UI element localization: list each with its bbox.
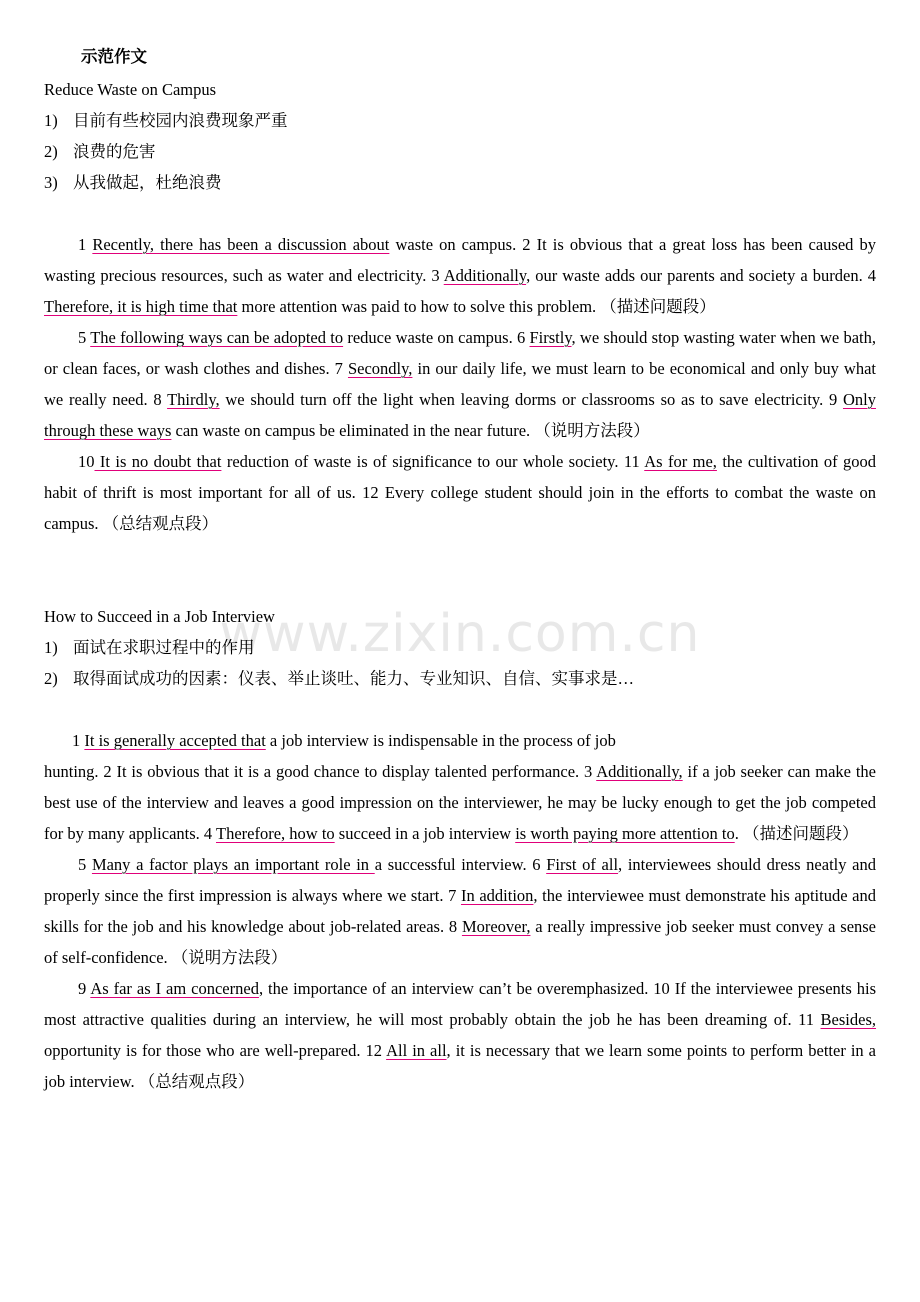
key-phrase: It is no doubt that	[94, 452, 222, 471]
key-phrase: All in all	[386, 1041, 447, 1060]
spacer	[44, 539, 876, 601]
text-run: a successful interview. 6	[374, 855, 547, 874]
text-run: . （描述问题段）	[734, 824, 859, 843]
essay-first-line	[44, 725, 876, 756]
text-run: in our daily life, we must learn to be economical and only buy what we really need. 8	[44, 359, 876, 409]
text-run: we should turn off the light when leaving dorms or classrooms so as to save electricity. 9	[219, 390, 843, 409]
text-run: , it is necessary that we learn some points to perform better in a job interview. （总结观点段）	[44, 1041, 876, 1091]
text-run: more attention was paid to how to solve this problem. （描述问题段）	[237, 297, 716, 316]
essay-paragraph	[44, 756, 876, 849]
text-run: 1	[78, 235, 93, 254]
watermark-text: www.zixin.com.cn	[219, 604, 701, 664]
text-run: the cultivation of good habit of thrift is most important for all of us. 12 Every college student should join in the efforts to combat the waste on campus. （总结观点段）	[44, 452, 876, 533]
essay-title: Reduce Waste on Campus	[44, 80, 217, 99]
essay-reduce-waste	[44, 74, 876, 539]
key-phrase: Many a factor plays an important role in	[91, 855, 375, 874]
text-run: , our waste adds our parents and society a burden. 4	[526, 266, 876, 285]
text-run: , the importance of an interview can’t be overemphasized. 10 If the interviewee presents his most attractive qualities during an interview, he will most probably obtain the job he has been dreaming of. 11	[44, 979, 877, 1029]
text-run: reduction of waste is of significance to our whole society. 11	[221, 452, 645, 471]
key-phrase: First of all	[546, 855, 619, 874]
text-run: , we should stop wasting water when we bath, or clean faces, or wash clothes and dishes. 7	[44, 328, 876, 378]
key-phrase: Additionally	[443, 266, 527, 285]
text-run: reduce waste on campus. 6	[343, 328, 530, 347]
text-run: a job interview is indispensable in the process of job	[265, 731, 616, 750]
essay-title: How to Succeed in a Job Interview	[44, 607, 275, 626]
key-phrase: Only through these ways	[44, 390, 876, 440]
text-run: can waste on campus be eliminated in the near future. （说明方法段）	[171, 421, 650, 440]
text-run: hunting. 2 It is obvious that it is a good chance to display talented performance. 3	[44, 762, 597, 781]
text-run: opportunity is for those who are well-prepared. 12	[44, 1041, 387, 1060]
essay-paragraph	[44, 446, 876, 539]
key-phrase: Therefore, how to	[216, 824, 335, 843]
document-page	[44, 40, 876, 1097]
text-run: 1	[72, 731, 85, 750]
text-run: waste on campus. 2 It is obvious that a great loss has been caused by wasting precious resources, such as water and electricity. 3	[44, 235, 877, 285]
text-run: a really impressive job seeker must convey a sense of self-confidence. （说明方法段）	[44, 917, 877, 967]
text-run: 5	[78, 328, 91, 347]
text-run: 5	[78, 855, 92, 874]
key-phrase: Moreover,	[461, 917, 531, 936]
key-phrase: is worth paying more attention to	[515, 824, 735, 843]
essay-job-interview	[44, 601, 876, 1097]
text-run: succeed in a job interview	[334, 824, 516, 843]
text-run: 10	[78, 452, 95, 471]
key-phrase: Therefore, it is high time that	[44, 297, 238, 316]
document-heading: 示范作文	[81, 47, 147, 66]
text-run: if a job seeker can make the best use of the interview and leaves a good impression on the interviewer, he may be lucky enough to get the job competed for by many applicants. 4	[44, 762, 876, 843]
outline-item: 3) 从我做起，杜绝浪费	[44, 173, 222, 192]
key-phrase: Thirdly,	[167, 390, 220, 409]
essay-outline	[44, 105, 876, 198]
key-phrase: Firstly	[529, 328, 572, 347]
essay-paragraph	[44, 322, 876, 446]
spacer	[44, 694, 876, 725]
key-phrase: The following ways can be adopted to	[90, 328, 344, 347]
key-phrase: As for me,	[644, 452, 717, 471]
text-run: , the interviewee must demonstrate his aptitude and skills for the job and his knowledge about job-related areas. 8	[44, 886, 876, 936]
outline-item: 1) 面试在求职过程中的作用	[44, 638, 255, 657]
essay-paragraph	[44, 849, 876, 973]
essay-paragraph	[44, 229, 876, 322]
essay-outline	[44, 632, 876, 694]
key-phrase: Recently, there has been a discussion about	[92, 235, 390, 254]
text-run: 9	[78, 979, 91, 998]
key-phrase: Additionally,	[596, 762, 683, 781]
outline-item: 1) 目前有些校园内浪费现象严重	[44, 111, 288, 130]
key-phrase: As far as I am concerned	[90, 979, 259, 998]
outline-item: 2) 取得面试成功的因素：仪表、举止谈吐、能力、专业知识、自信、实事求是…	[44, 669, 634, 688]
key-phrase: Besides,	[820, 1010, 876, 1029]
essay-paragraph	[44, 973, 876, 1097]
text-run: , interviewees should dress neatly and properly since the first impression is always where we start. 7	[44, 855, 877, 905]
key-phrase: It is generally accepted that	[84, 731, 266, 750]
spacer	[44, 198, 876, 229]
outline-item: 2) 浪费的危害	[44, 142, 156, 161]
key-phrase: In addition	[460, 886, 534, 905]
key-phrase: Secondly,	[347, 359, 413, 378]
